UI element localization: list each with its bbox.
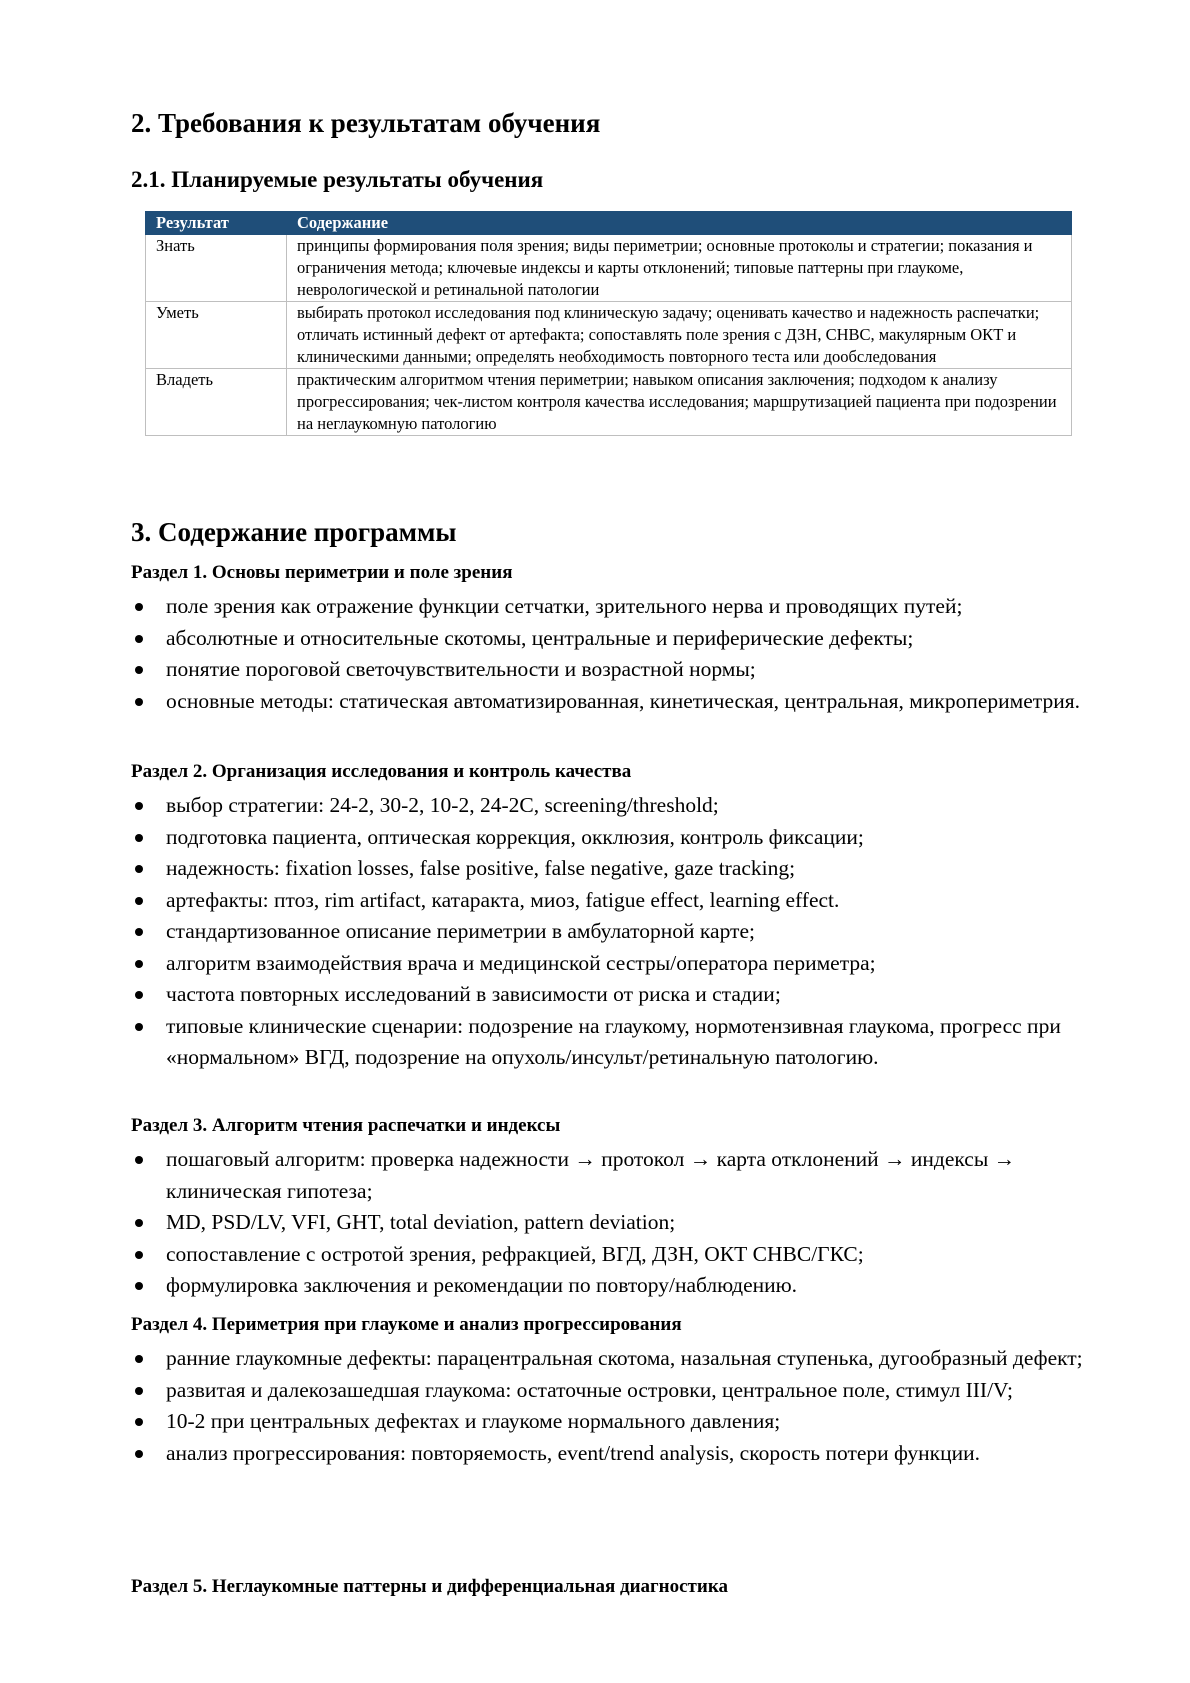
table-header-result: Результат — [146, 212, 287, 235]
bullet-icon — [135, 802, 143, 810]
bullet-icon — [135, 666, 143, 674]
list-item: понятие пороговой светочувствительности и возрастной нормы; — [131, 654, 1091, 686]
learning-results-table — [145, 211, 1072, 436]
bullet-icon — [135, 1355, 143, 1363]
list-item: ранние глаукомные дефекты: парацентральная скотома, назальная ступенька, дугообразный дефект; — [131, 1343, 1091, 1375]
list-item: подготовка пациента, оптическая коррекция, окклюзия, контроль фиксации; — [131, 822, 1091, 854]
part-1-list — [131, 591, 1091, 717]
list-item: частота повторных исследований в зависимости от риска и стадии; — [131, 979, 1091, 1011]
list-item: стандартизованное описание периметрии в амбулаторной карте; — [131, 916, 1091, 948]
section-2-1-subtitle: 2.1. Планируемые результаты обучения — [131, 167, 544, 192]
part-3-list — [131, 1144, 1091, 1302]
table-row — [146, 302, 1072, 369]
bullet-icon — [135, 1450, 143, 1458]
bullet-icon — [135, 897, 143, 905]
table-cell-content: принципы формирования поля зрения; виды периметрии; основные протоколы и стратегии; показания и ограничения метода; ключевые индексы и карты отклонений; типовые паттерны при глаукоме, неврологической и ретинальной патологии — [287, 235, 1072, 302]
bullet-icon — [135, 1387, 143, 1395]
list-item: 10-2 при центральных дефектах и глаукоме нормального давления; — [131, 1406, 1091, 1438]
bullet-icon — [135, 960, 143, 968]
table-cell-result: Знать — [146, 235, 287, 302]
part-2-title: Раздел 2. Организация исследования и контроль качества — [131, 761, 632, 782]
bullet-icon — [135, 865, 143, 873]
list-item: выбор стратегии: 24-2, 30-2, 10-2, 24-2C, screening/threshold; — [131, 790, 1091, 822]
bullet-icon — [135, 991, 143, 999]
bullet-icon — [135, 1156, 143, 1164]
section-3-title: 3. Содержание программы — [131, 517, 457, 547]
bullet-icon — [135, 928, 143, 936]
bullet-icon — [135, 698, 143, 706]
table-cell-content: выбирать протокол исследования под клиническую задачу; оценивать качество и надежность распечатки; отличать истинный дефект от артефакта; сопоставлять поле зрения с ДЗН, СНВС, макулярным ОКТ и клиническими данными; определять необходимость повторного теста или дообследования — [287, 302, 1072, 369]
bullet-icon — [135, 1023, 143, 1031]
table-header-row — [146, 212, 1072, 235]
bullet-icon — [135, 635, 143, 643]
table-cell-result: Владеть — [146, 369, 287, 436]
list-item: сопоставление с остротой зрения, рефракцией, ВГД, ДЗН, ОКТ СНВС/ГКС; — [131, 1239, 1091, 1271]
list-item: поле зрения как отражение функции сетчатки, зрительного нерва и проводящих путей; — [131, 591, 1091, 623]
bullet-icon — [135, 834, 143, 842]
list-item: пошаговый алгоритм: проверка надежности → протокол → карта отклонений → индексы → клиническая гипотеза; — [131, 1144, 1091, 1207]
list-item: надежность: fixation losses, false positive, false negative, gaze tracking; — [131, 853, 1091, 885]
part-4-title: Раздел 4. Периметрия при глаукоме и анализ прогрессирования — [131, 1314, 682, 1335]
table-row — [146, 369, 1072, 436]
bullet-icon — [135, 1219, 143, 1227]
bullet-icon — [135, 1418, 143, 1426]
bullet-icon — [135, 1251, 143, 1259]
table-header-content: Содержание — [287, 212, 1072, 235]
bullet-icon — [135, 1282, 143, 1290]
list-item: артефакты: птоз, rim artifact, катаракта, миоз, fatigue effect, learning effect. — [131, 885, 1091, 917]
list-item: формулировка заключения и рекомендации по повтору/наблюдению. — [131, 1270, 1091, 1302]
part-5-title: Раздел 5. Неглаукомные паттерны и дифференциальная диагностика — [131, 1576, 728, 1597]
table-cell-content: практическим алгоритмом чтения периметрии; навыком описания заключения; подходом к анализу прогрессирования; чек-листом контроля качества исследования; маршрутизацией пациента при подозрении на неглаукомную патологию — [287, 369, 1072, 436]
list-item: развитая и далекозашедшая глаукома: остаточные островки, центральное поле, стимул III/V; — [131, 1375, 1091, 1407]
table-row — [146, 235, 1072, 302]
list-item: типовые клинические сценарии: подозрение на глаукому, нормотензивная глаукома, прогресс при «нормальном» ВГД, подозрение на опухоль/инсульт/ретинальную патологию. — [131, 1011, 1091, 1074]
part-1-title: Раздел 1. Основы периметрии и поле зрения — [131, 562, 513, 583]
part-2-list — [131, 790, 1091, 1074]
list-item: алгоритм взаимодействия врача и медицинской сестры/оператора периметра; — [131, 948, 1091, 980]
part-3-title: Раздел 3. Алгоритм чтения распечатки и индексы — [131, 1115, 561, 1136]
section-2-title: 2. Требования к результатам обучения — [131, 108, 601, 138]
bullet-icon — [135, 603, 143, 611]
list-item: основные методы: статическая автоматизированная, кинетическая, центральная, микропериметрия. — [131, 686, 1091, 718]
table-cell-result: Уметь — [146, 302, 287, 369]
part-4-list — [131, 1343, 1091, 1469]
list-item: абсолютные и относительные скотомы, центральные и периферические дефекты; — [131, 623, 1091, 655]
list-item: анализ прогрессирования: повторяемость, event/trend analysis, скорость потери функции. — [131, 1438, 1091, 1470]
list-item: MD, PSD/LV, VFI, GHT, total deviation, pattern deviation; — [131, 1207, 1091, 1239]
